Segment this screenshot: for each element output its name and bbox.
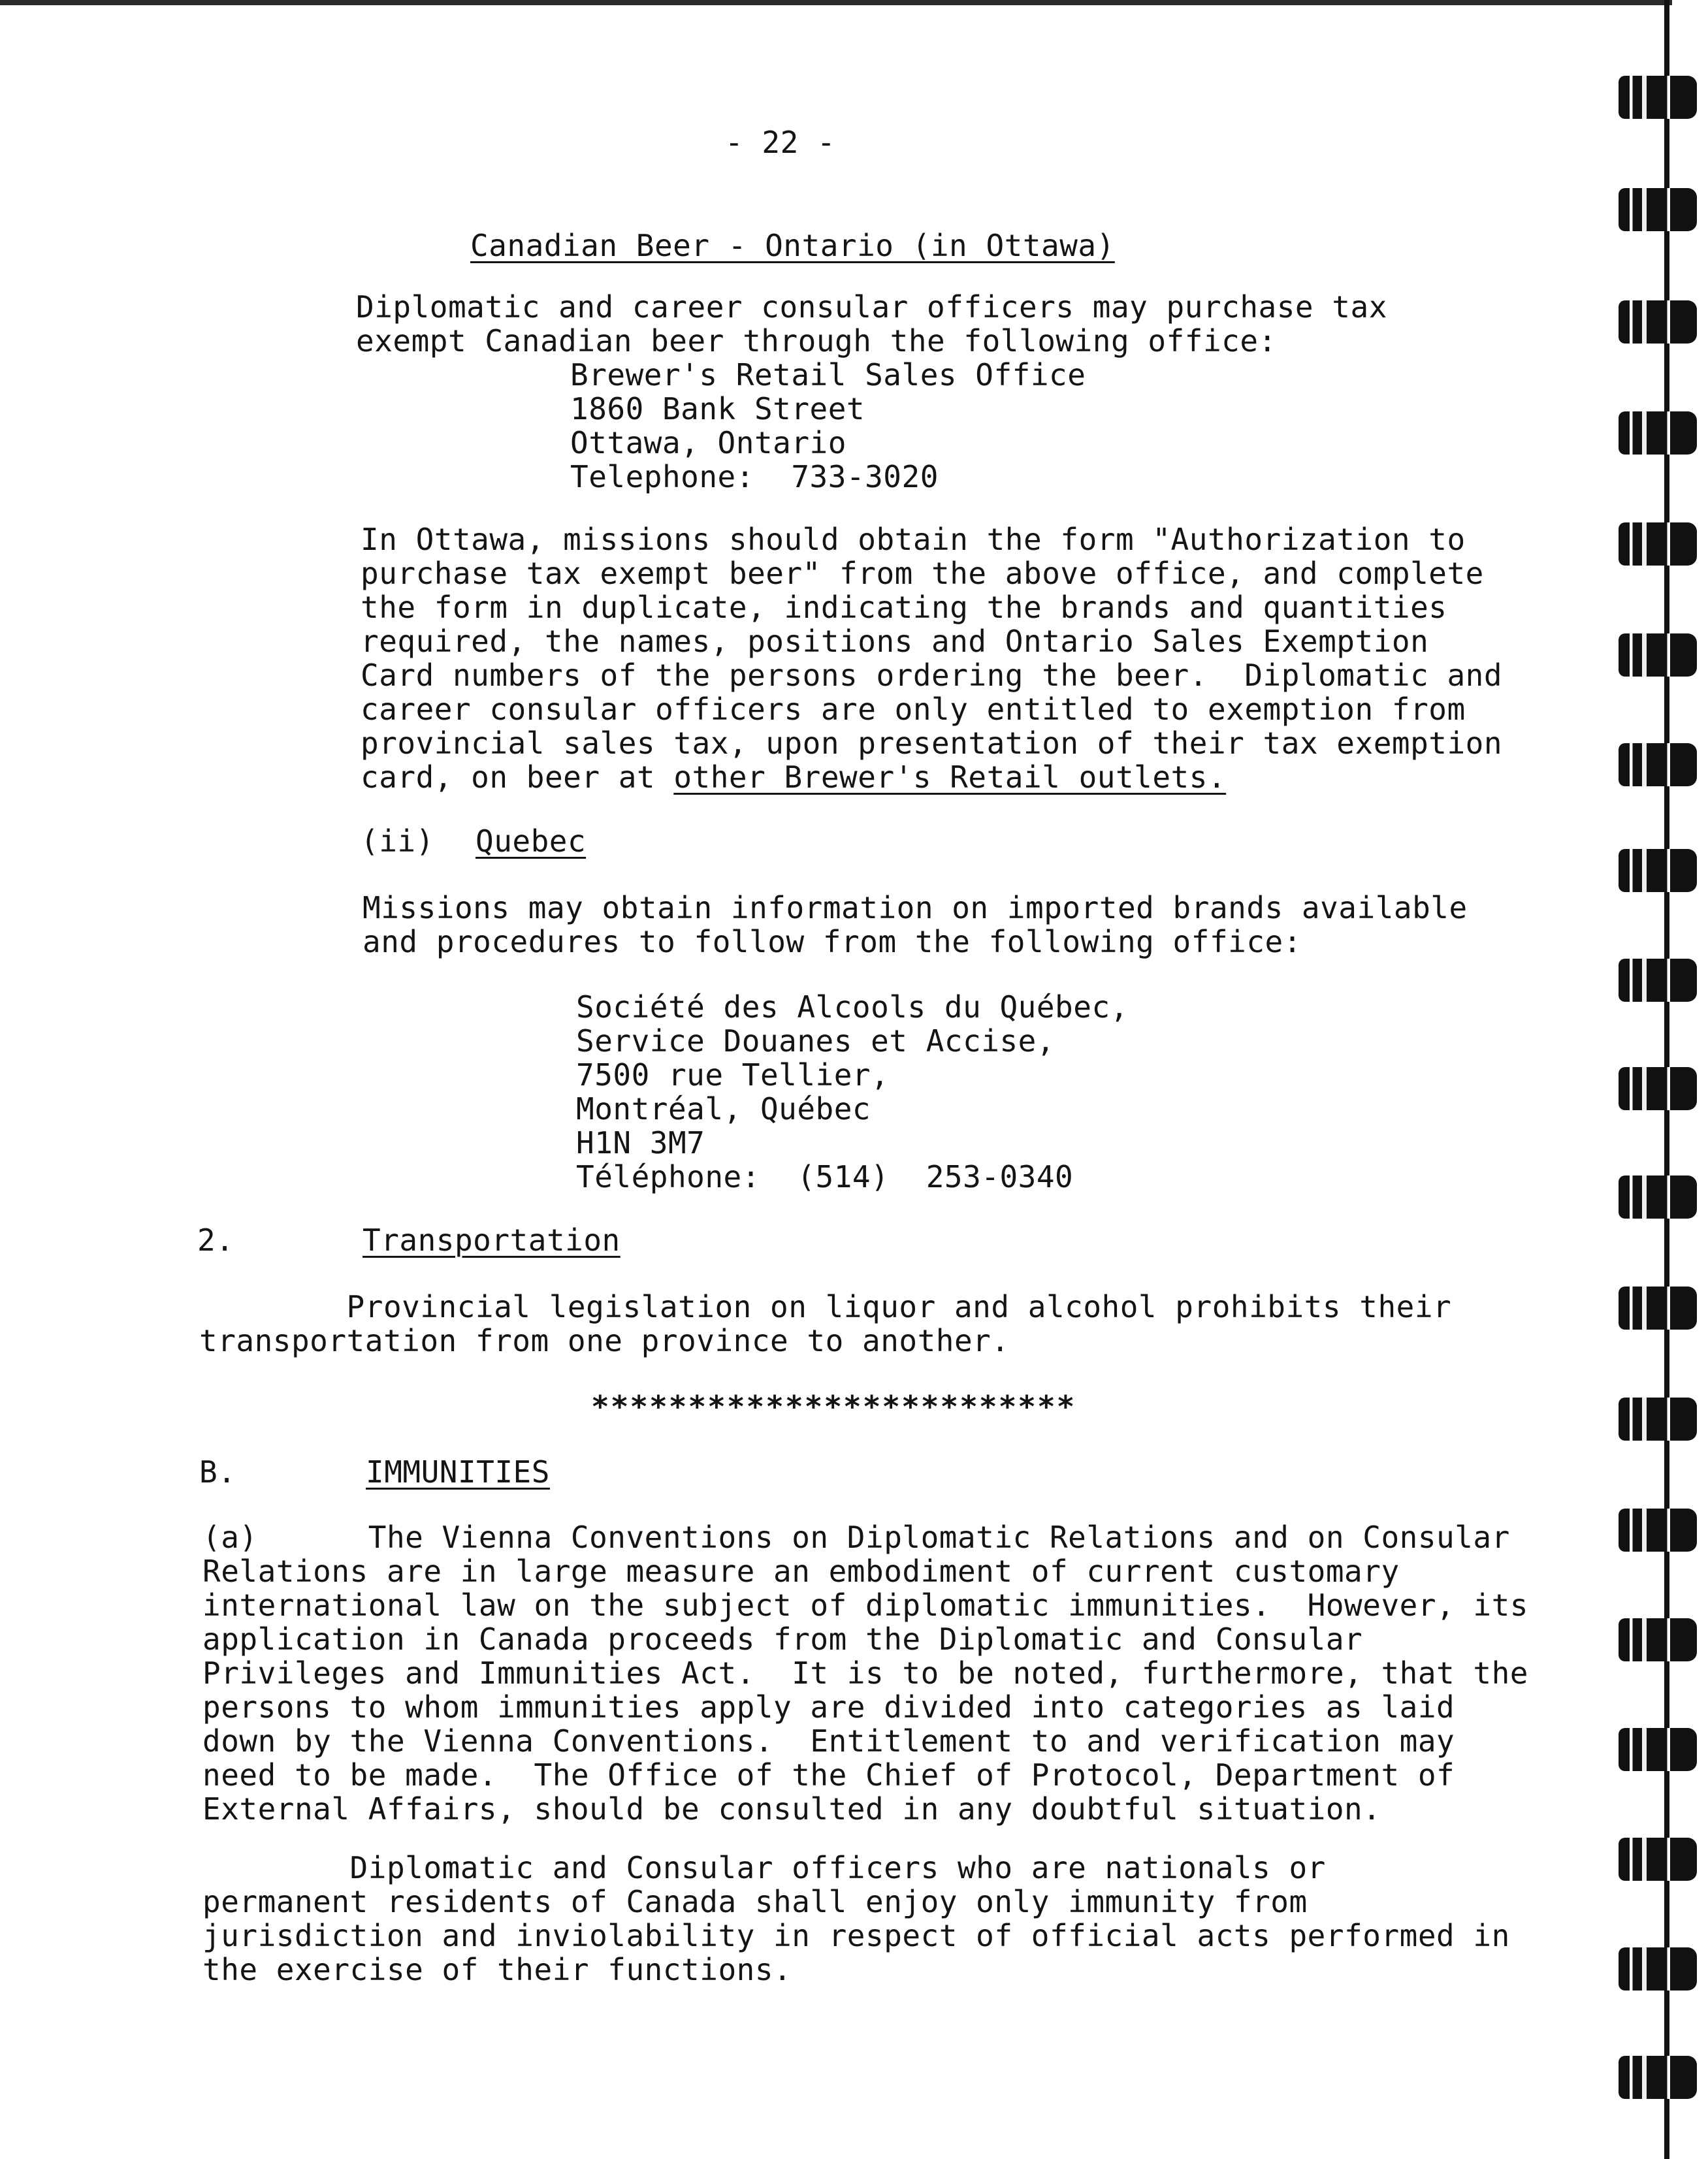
text-line: Privileges and Immunities Act. It is to be noted, furthermore, that the — [202, 1655, 1528, 1691]
address-line: Ottawa, Ontario — [570, 425, 846, 460]
subsection-number-ii: (ii) — [361, 824, 434, 859]
binding-ring-icon — [1619, 2056, 1697, 2099]
binding-ring-icon — [1619, 959, 1697, 1002]
subsection-heading-quebec: Quebec — [475, 824, 587, 859]
text-fragment: card, on beer at — [361, 760, 674, 795]
binding-ring-icon — [1619, 633, 1697, 677]
binding-ring-icon — [1619, 1175, 1697, 1219]
address-line: Société des Alcools du Québec, — [576, 989, 1129, 1025]
page-top-edge — [0, 0, 1672, 5]
section-number-2: 2. — [197, 1223, 234, 1258]
binding-ring-icon — [1619, 1947, 1697, 1991]
text-line: need to be made. The Office of the Chief of Protocol, Department of — [202, 1757, 1455, 1793]
text-line: international law on the subject of diplomatic immunities. However, its — [202, 1588, 1528, 1623]
text-line: External Affairs, should be consulted in any doubtful situation. — [202, 1791, 1381, 1827]
binding-ring-icon — [1619, 1398, 1697, 1441]
text-line: exempt Canadian beer through the following office: — [356, 323, 1277, 359]
text-line: and procedures to follow from the following office: — [363, 924, 1302, 959]
text-line: jurisdiction and inviolability in respect of official acts performed in — [202, 1918, 1510, 1953]
underlined-phrase: other Brewer's Retail outlets. — [673, 760, 1227, 795]
text-line: application in Canada proceeds from the Diplomatic and Consular — [202, 1622, 1363, 1657]
section-heading-ontario-beer: Canadian Beer - Ontario (in Ottawa) — [470, 228, 1115, 263]
address-line: Service Douanes et Accise, — [576, 1023, 1055, 1059]
binding-ring-icon — [1619, 849, 1697, 892]
text-line: (a) The Vienna Conventions on Diplomatic Relations and on Consular — [202, 1520, 1510, 1555]
text-line: transportation from one province to another. — [199, 1323, 1010, 1358]
transportation-paragraph — [199, 1290, 1451, 1358]
text-line: Card numbers of the persons ordering the beer. Diplomatic and — [361, 658, 1503, 693]
binding-ring-icon — [1619, 300, 1697, 344]
binding-ring-icon — [1619, 411, 1697, 455]
text-line: down by the Vienna Conventions. Entitlement to and verification may — [202, 1723, 1455, 1759]
immunities-paragraph — [202, 1520, 1528, 1826]
text-line: Diplomatic and career consular officers may purchase tax — [356, 289, 1387, 325]
binding-ring-icon — [1619, 1067, 1697, 1110]
text-line: In Ottawa, missions should obtain the form "Authorization to — [361, 522, 1466, 557]
binding-ring-icon — [1619, 1509, 1697, 1552]
address-line: Téléphone: (514) 253-0340 — [576, 1159, 1074, 1194]
binding-ring-icon — [1619, 1287, 1697, 1330]
nationals-paragraph — [202, 1851, 1510, 1987]
binding-ring-icon — [1619, 1838, 1697, 1881]
text-line: the form in duplicate, indicating the brands and quantities — [361, 590, 1447, 625]
text-line — [361, 760, 1502, 794]
quebec-paragraph — [363, 891, 1468, 959]
address-line: 7500 rue Tellier, — [576, 1057, 890, 1093]
text-line: permanent residents of Canada shall enjoy only immunity from — [202, 1884, 1308, 1919]
page-number: - 22 - — [725, 125, 836, 160]
text-line: required, the names, positions and Ontario Sales Exemption — [361, 624, 1429, 659]
brewer-address-block — [570, 358, 1086, 494]
text-line: Relations are in large measure an embodiment of current customary — [202, 1554, 1400, 1589]
intro-paragraph — [356, 290, 1387, 358]
saq-address-block — [576, 990, 1129, 1194]
text-line: purchase tax exempt beer" from the above office, and complete — [361, 556, 1484, 591]
binding-ring-icon — [1619, 76, 1697, 119]
section-heading-immunities: IMMUNITIES — [366, 1454, 550, 1490]
section-letter-b: B. — [199, 1454, 236, 1490]
section-heading-transportation: Transportation — [363, 1223, 620, 1258]
section-separator: ************************* — [591, 1389, 1076, 1424]
binding-ring-icon — [1619, 1728, 1697, 1771]
text-line: Diplomatic and Consular officers who are nationals or — [202, 1850, 1326, 1885]
text-line: the exercise of their functions. — [202, 1952, 792, 1987]
text-line: provincial sales tax, upon presentation of their tax exemption — [361, 726, 1503, 761]
text-line: Provincial legislation on liquor and alcohol prohibits their — [199, 1289, 1452, 1324]
address-line: Montréal, Québec — [576, 1091, 871, 1127]
address-line: 1860 Bank Street — [570, 391, 865, 426]
ottawa-paragraph — [361, 522, 1502, 794]
binding-ring-icon — [1619, 1618, 1697, 1661]
text-line: Missions may obtain information on imported brands available — [363, 890, 1468, 925]
address-line: Brewer's Retail Sales Office — [570, 357, 1086, 392]
address-line: H1N 3M7 — [576, 1125, 705, 1160]
text-line: career consular officers are only entitled to exemption from — [361, 692, 1466, 727]
binding-ring-icon — [1619, 522, 1697, 566]
address-line: Telephone: 733-3020 — [570, 459, 939, 494]
binding-ring-icon — [1619, 743, 1697, 786]
binding-ring-icon — [1619, 188, 1697, 231]
text-line: persons to whom immunities apply are divided into categories as laid — [202, 1689, 1455, 1725]
